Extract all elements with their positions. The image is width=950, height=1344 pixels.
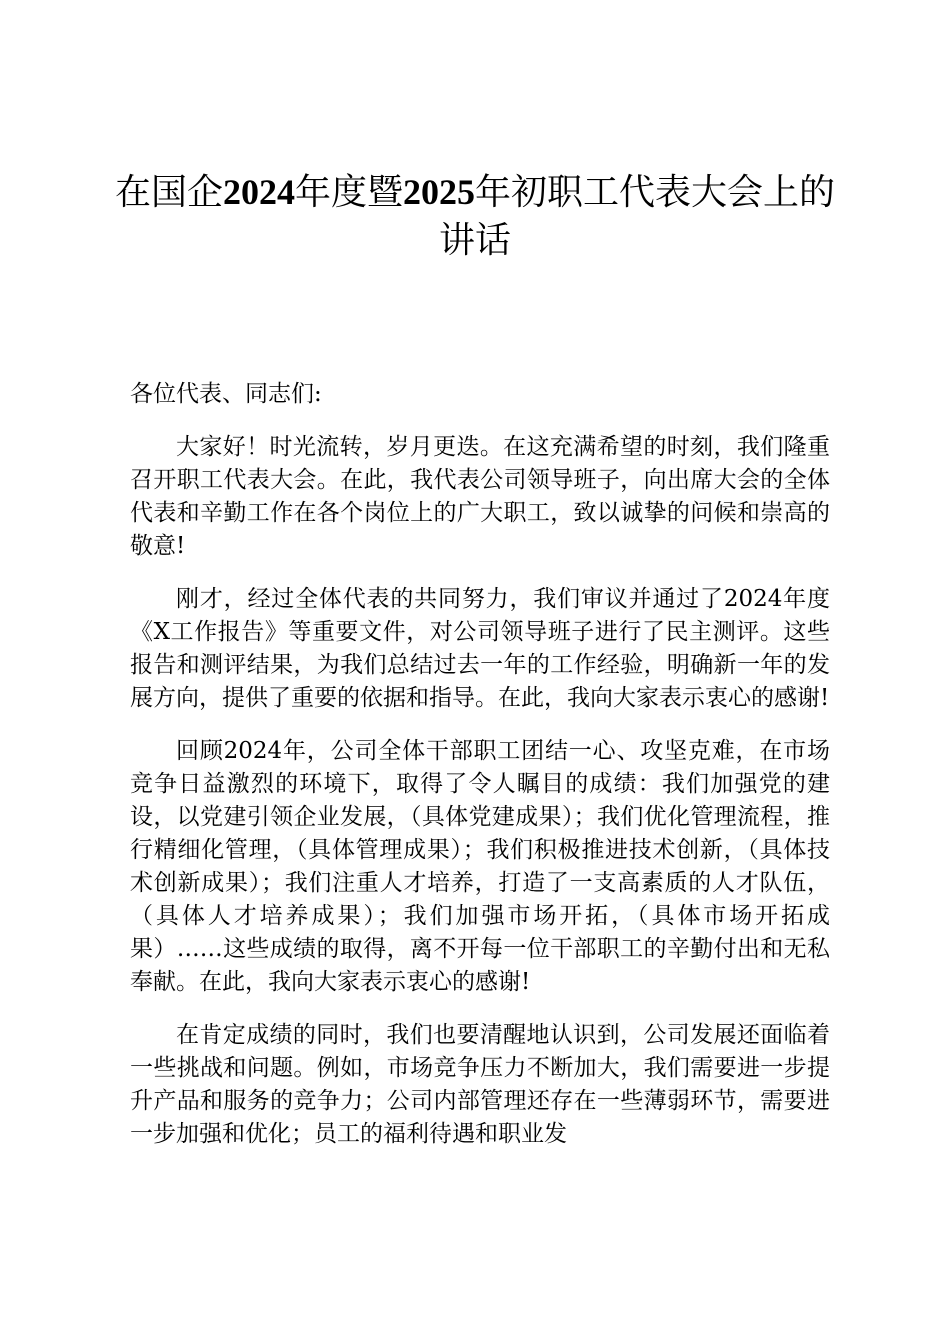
title-year-2025: 2025: [403, 172, 475, 212]
title-year-2024: 2024: [222, 172, 295, 212]
salutation: 各位代表、同志们:: [130, 381, 322, 407]
paragraph-challenges: 在肯定成绩的同时，我们也要清醒地认识到，公司发展还面临着一些挑战和问题。例如，市场竞争压力不断加大，我们需要进一步提升产品和服务的竞争力；公司内部管理还存在一些薄弱环节，需要进一步加强和优化；员工的福利待遇和职业发: [130, 1022, 830, 1147]
title-part-2: 年度暨: [294, 172, 403, 213]
title-part-3: 年初职工代表大会上的讲话: [438, 172, 836, 261]
title-part-1: 在国企: [114, 172, 223, 213]
paragraph-greeting: 大家好！时光流转，岁月更迭。在这充满希望的时刻，我们隆重召开职工代表大会。在此，我代表公司领导班子，向出席大会的全体代表和辛勤工作在各个岗位上的广大职工，致以诚挚的问候和崇高的敬意!: [130, 434, 830, 559]
document-title: [110, 168, 840, 265]
paragraph-achievements: 回顾2024年，公司全体干部职工团结一心、攻坚克难，在市场竞争日益激烈的环境下，取得了令人瞩目的成绩：我们加强党的建设，以党建引领企业发展，（具体党建成果）；我们优化管理流程，推行精细化管理，（具体管理成果）；我们积极推进技术创新，（具体技术创新成果）；我们注重人才培养，打造了一支高素质的人才队伍，（具体人才培养成果）；我们加强市场开拓，（具体市场开拓成果）……这些成绩的取得，离不开每一位干部职工的辛勤付出和无私奉献。在此，我向大家表示衷心的感谢!: [130, 738, 830, 995]
document-body: [130, 378, 830, 1171]
paragraph-review-reports: 刚才，经过全体代表的共同努力，我们审议并通过了2024年度《X工作报告》等重要文件，对公司领导班子进行了民主测评。这些报告和测评结果，为我们总结过去一年的工作经验，明确新一年的发展方向，提供了重要的依据和指导。在此，我向大家表示衷心的感谢!: [130, 586, 830, 711]
